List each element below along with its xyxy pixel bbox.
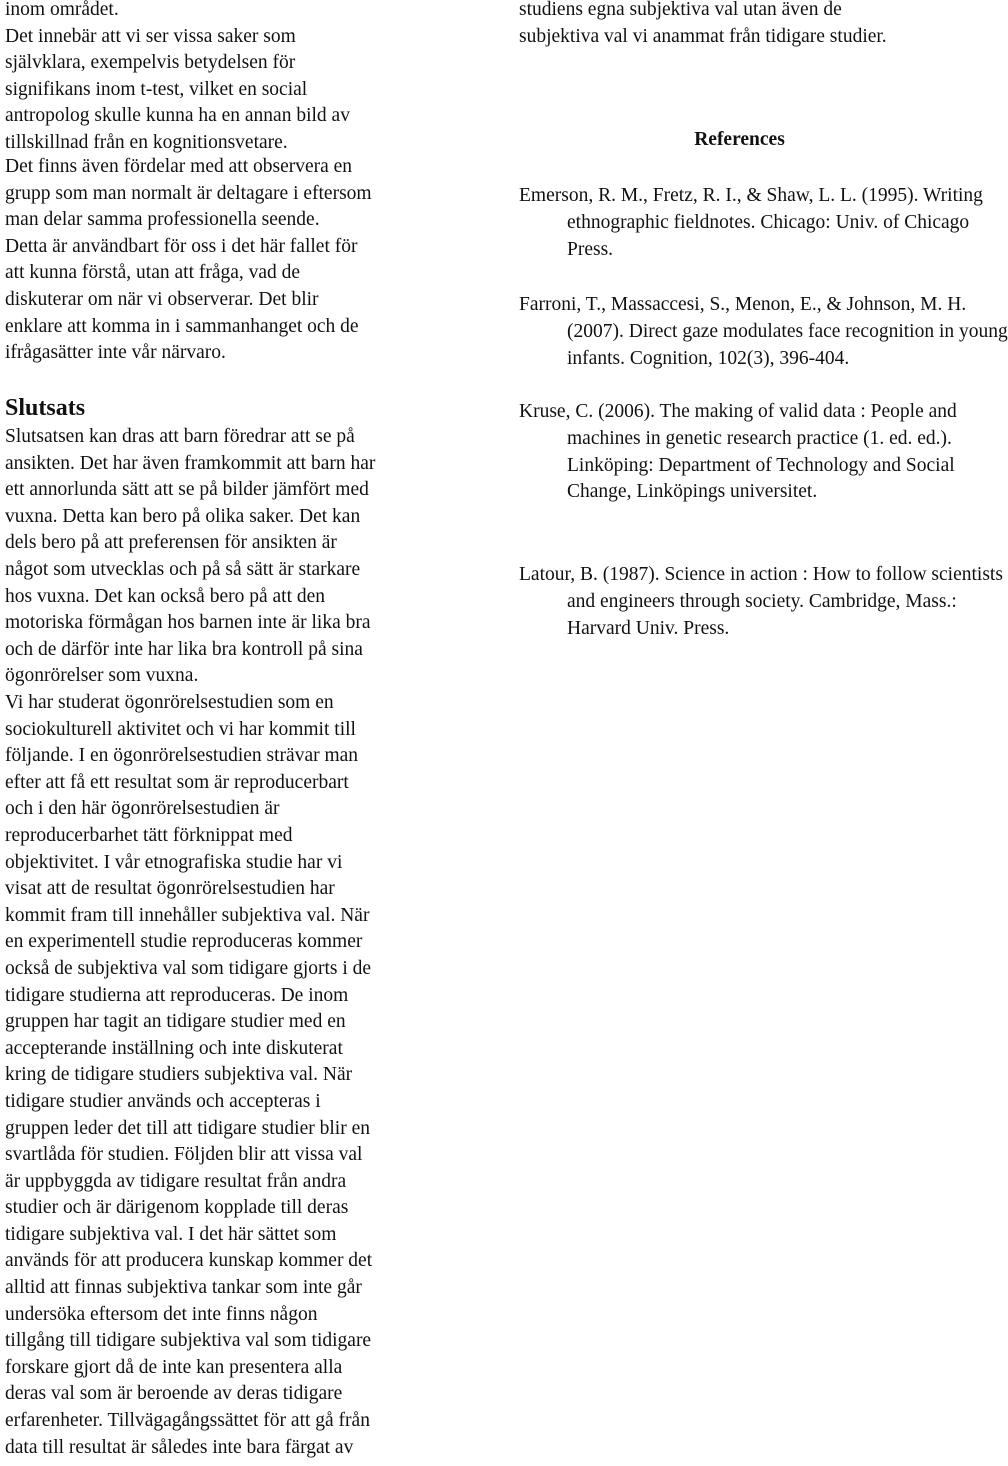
- paragraph-observation: Det finns även fördelar med att observera en grupp som man normalt är deltagare i eftersom man delar samma professionella seende. Detta är användbart för oss i det här fallet för att kunna förstå, utan att fråga, vad de diskuterar om när vi observerar. Det blir enklare att komma in i sammanhanget och de ifrågasätter inte vår närvaro.: [5, 156, 372, 364]
- section-heading-slutsats: Slutsats: [5, 395, 86, 421]
- paragraph-study: Vi har studerat ögonrörelsestudien som en sociokulturell aktivitet och vi har kommit till följande. I en ögonrörelsestudien strävar man efter att få ett resultat som är reproducerbart och i den här ögonrörelsestudien är reproducerbarhet tätt förknippat med objektivitet. I vår etnografiska studie har vi visat att de resultat ögonrörelsestudien har kommit fram till innehåller subjektiva val. När en experimentell studie reproduceras kommer också de subjektiva val som tidigare gjorts i de tidigare studierna att reproduceras. De inom gruppen har tagit an tidigare studier med en accepterande inställning och inte diskuterat kring de tidigare studiers subjektiva val. När tidigare studier används och accepteras i gruppen leder det till att tidigare studier blir en svartlåda för studien. Följden blir att vissa val är uppbyggda av tidigare resultat från andra studier och är därigenom kopplade till deras tidigare subjektiva val. I det här sättet som används för att producera kunskap kommer det alltid att finnas subjektiva tankar som inte går undersöka eftersom det inte finns någon tillgång till tidigare subjektiva val som tidigare forskare gjort då de inte kan presentera alla deras val som är beroende av deras tidigare erfarenheter. Tillvägagångssättet för att gå från data till resultat är således inte bara färgat av: [5, 692, 373, 1458]
- paragraph-intro: inom området. Det innebär att vi ser vissa saker som självklara, exempelvis betydelsen för signifikans inom t-test, vilket en social antropolog skulle kunna ha en annan bild av tillskillnad från en kognitionsvetare.: [5, 0, 350, 153]
- reference-entry: Farroni, T., Massaccesi, S., Menon, E., & Johnson, M. H. (2007). Direct gaze modulates face recognition in young infants. Cognition, 102(3), 396-404.: [519, 294, 1008, 369]
- reference-entry: Emerson, R. M., Fretz, R. I., & Shaw, L. L. (1995). Writing ethnographic fieldnotes. Chicago: Univ. of Chicago Press.: [519, 185, 983, 260]
- reference-entry: Kruse, C. (2006). The making of valid data : People and machines in genetic research practice (1. ed. ed.). Linköping: Department of Technology and Social Change, Linköpings universitet.: [519, 401, 957, 503]
- paragraph-continued: studiens egna subjektiva val utan även de subjektiva val vi anammat från tidigare studier.: [519, 0, 887, 47]
- paragraph-conclusion: Slutsatsen kan dras att barn föredrar att se på ansikten. Det har även framkommit att barn har ett annorlunda sätt att se på bilder jämfört med vuxna. Detta kan bero på olika saker. Det kan dels bero på att preferensen för ansikten är något som utvecklas och på så sätt är starkare hos vuxna. Det kan också bero på att den motoriska förmågan hos barnen inte är lika bra och de därför inte har lika bra kontroll på sina ögonrörelser som vuxna.: [5, 426, 376, 687]
- references-heading: References: [694, 129, 785, 150]
- reference-entry: Latour, B. (1987). Science in action : How to follow scientists and engineers through society. Cambridge, Mass.: Harvard Univ. Press.: [519, 564, 1003, 639]
